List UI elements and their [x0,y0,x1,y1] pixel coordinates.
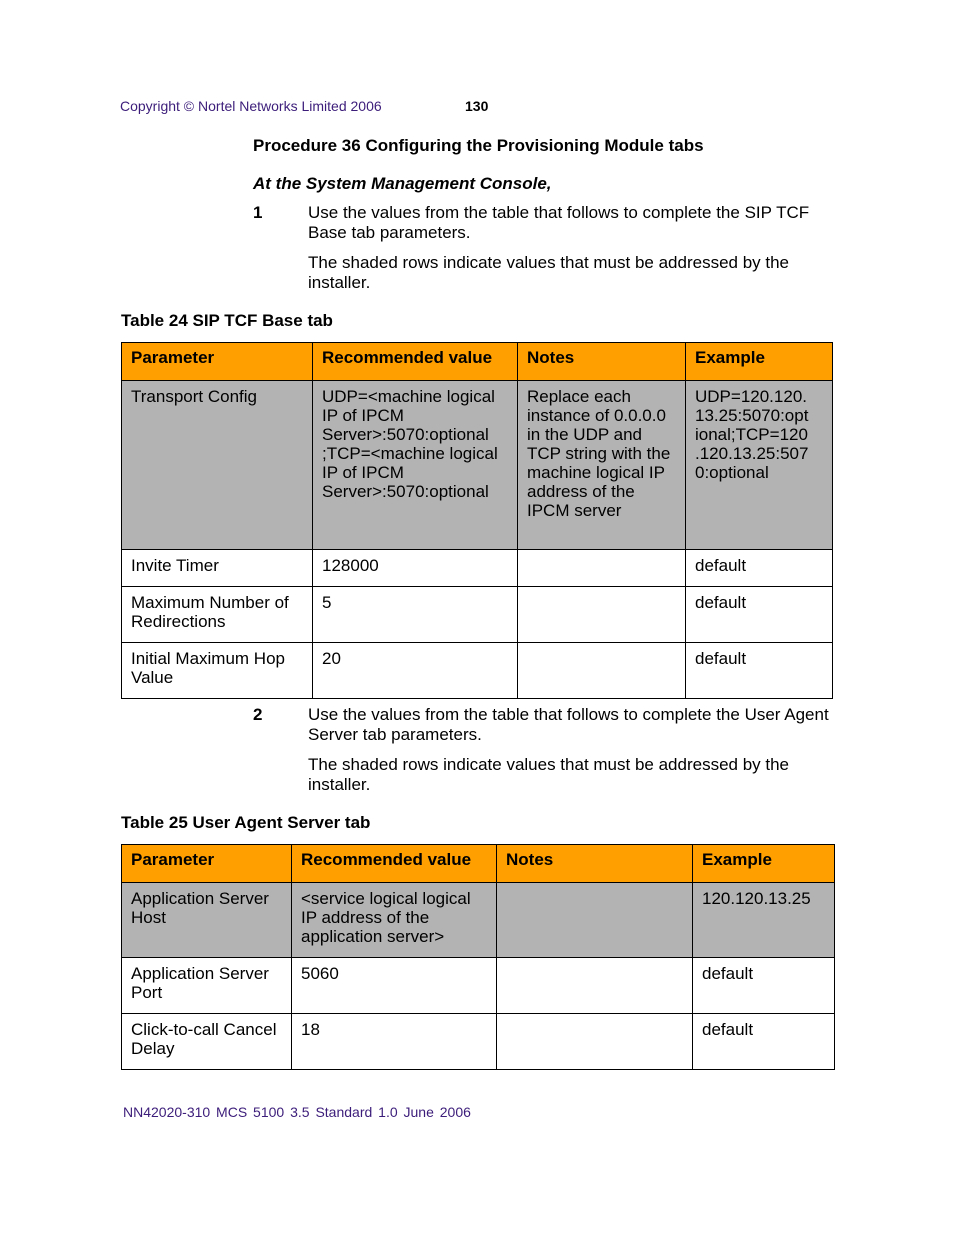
column-header-parameter: Parameter [122,845,292,883]
cell-parameter: Application Server Host [122,883,292,958]
column-header-example: Example [686,343,833,381]
step-1-note: The shaded rows indicate values that must be addressed by the installer. [308,253,790,292]
procedure-title: Procedure 36 Configuring the Provisioning Module tabs [253,136,704,155]
cell-example: default [686,587,833,643]
table-25-caption: Table 25 User Agent Server tab [121,813,371,832]
table-25-user-agent-server [121,844,835,1070]
cell-parameter: Click-to-call Cancel Delay [122,1014,292,1070]
table-row [122,643,833,699]
cell-example: default [693,958,835,1014]
cell-recommended-value: 20 [313,643,518,699]
table-row [122,1014,835,1070]
column-header-recommended-value: Recommended value [313,343,518,381]
cell-recommended-value: 5 [313,587,518,643]
step-2-note: The shaded rows indicate values that must be addressed by the installer. [308,755,790,794]
cell-recommended-value: 18 [292,1014,497,1070]
step-1-number: 1 [253,203,263,222]
step-2-number: 2 [253,705,263,724]
cell-parameter: Maximum Number of Redirections [122,587,313,643]
table-row [122,381,833,550]
cell-recommended-value: <service logical logical IP address of the application server> [292,883,497,958]
cell-example: 120.120.13.25 [693,883,835,958]
cell-notes [518,643,686,699]
step-2-text: Use the values from the table that follows to complete the User Agent Server tab parameters. [308,705,829,744]
copyright-notice: Copyright © Nortel Networks Limited 2006 [120,98,382,114]
column-header-notes: Notes [497,845,693,883]
table-row [122,883,835,958]
column-header-parameter: Parameter [122,343,313,381]
table-24-sip-tcf-base [121,342,833,699]
cell-notes [497,958,693,1014]
page-number: 130 [465,98,489,114]
console-heading: At the System Management Console, [253,174,552,193]
table-header-row [122,845,835,883]
cell-notes: Replace each instance of 0.0.0.0 in the UDP and TCP string with the machine logical IP address of the IPCM server [518,381,686,550]
table-row [122,550,833,587]
cell-notes [497,883,693,958]
cell-recommended-value: 5060 [292,958,497,1014]
step-1-text: Use the values from the table that follows to complete the SIP TCF Base tab parameters. [308,203,810,242]
cell-example: default [686,550,833,587]
document-footer: NN42020-310 MCS 5100 3.5 Standard 1.0 June 2006 [123,1104,471,1120]
cell-recommended-value: UDP=<machine logical IP of IPCM Server>:5070:optional ;TCP=<machine logical IP of IPCM Server>:5070:optional [313,381,518,550]
cell-example: UDP=120.120. 13.25:5070:opt ional;TCP=120 .120.13.25:507 0:optional [686,381,833,550]
cell-notes [518,550,686,587]
cell-parameter: Transport Config [122,381,313,550]
cell-notes [518,587,686,643]
table-row [122,587,833,643]
table-row [122,958,835,1014]
cell-parameter: Application Server Port [122,958,292,1014]
cell-recommended-value: 128000 [313,550,518,587]
column-header-recommended-value: Recommended value [292,845,497,883]
cell-parameter: Invite Timer [122,550,313,587]
cell-notes [497,1014,693,1070]
column-header-example: Example [693,845,835,883]
column-header-notes: Notes [518,343,686,381]
cell-example: default [686,643,833,699]
table-header-row [122,343,833,381]
table-24-caption: Table 24 SIP TCF Base tab [121,311,333,330]
cell-parameter: Initial Maximum Hop Value [122,643,313,699]
cell-example: default [693,1014,835,1070]
